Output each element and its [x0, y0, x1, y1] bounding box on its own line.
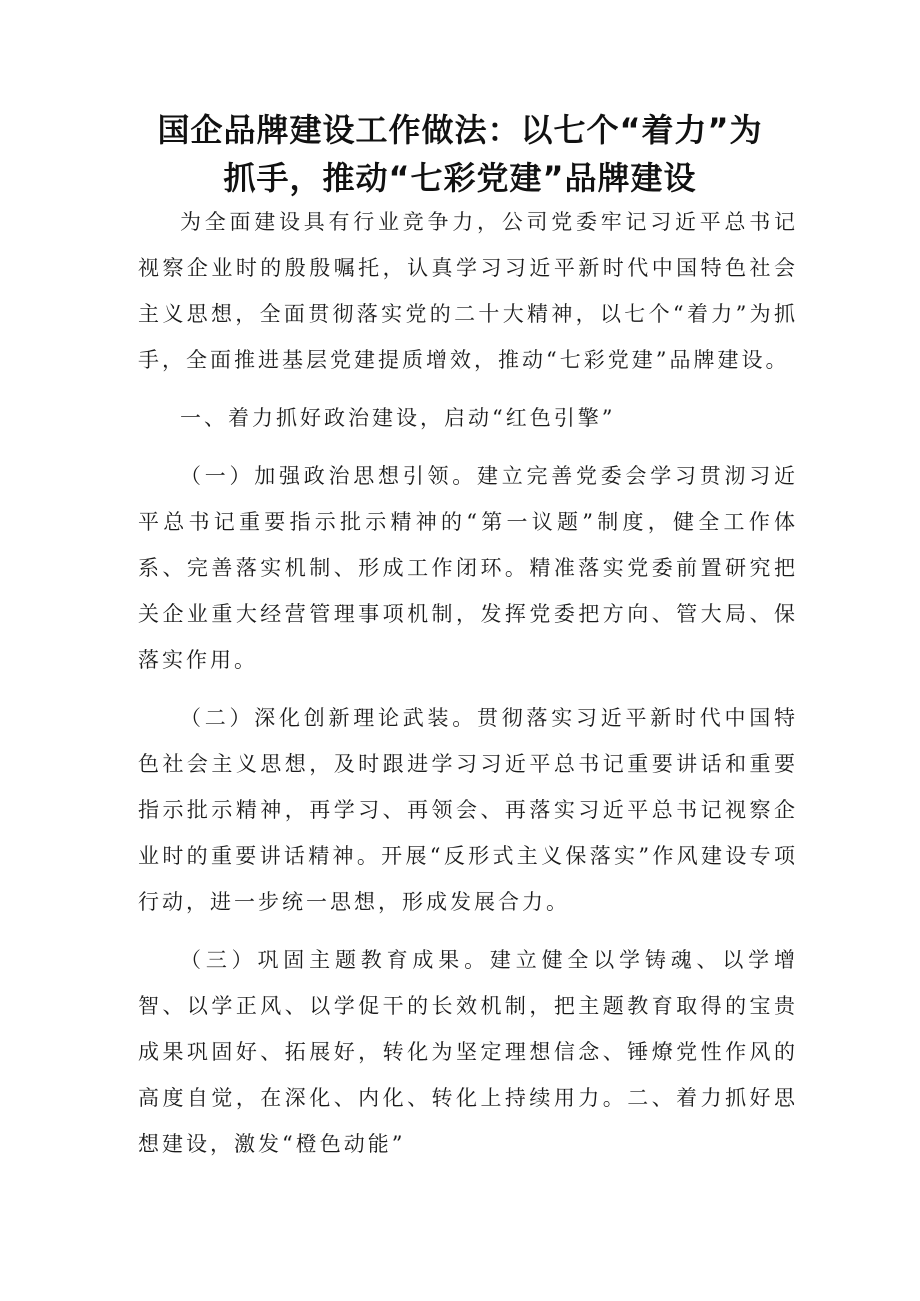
section-1-item-1: （一）加强政治思想引领。建立完善党委会学习贯沏习近平总书记重要指示批示精神的“第一议题”制度，健全工作体系、完善落实机制、形成工作闭环。精准落实党委前置研究把关企业重大经营管理事项机制，发挥党委把方向、管大局、保落实作用。 [138, 464, 798, 672]
section-1-item-3: （三）巩固主题教育成果。建立健全以学铸魂、以学增智、以学正风、以学促干的长效机制，把主题教育取得的宝贵成果巩固好、拓展好，转化为坚定理想信念、锤燎党性作风的高度自觉，在深化、内化、转化上持续用力。二、着力抓好思想建设，激发“橙色动能” [138, 948, 798, 1156]
document-body [138, 199, 798, 1167]
section-1-heading: 一、着力抓好政治建设，启动“红色引擎” [180, 406, 616, 430]
intro-paragraph: 为全面建设具有行业竞争力，公司党委牢记习近平总书记视察企业时的殷殷嘱托，认真学习习近平新时代中国特色社会主义思想，全面贯彻落实党的二十大精神，以七个“着力”为抓手，全面推进基层党建提质增效，推动“七彩党建”品牌建设。 [138, 210, 798, 372]
document-title-line-1: 国企品牌建设工作做法：以七个“着力”为 [157, 111, 763, 149]
document-title-line-2: 抓手，推动“七彩党建”品牌建设 [223, 159, 697, 197]
section-1-item-2: （二）深化创新理论武装。贯彻落实习近平新时代中国特色社会主义思想，及时跟进学习习近平总书记重要讲话和重要指示批示精神，再学习、再领会、再落实习近平总书记视察企业时的重要讲话精神。开展“反形式主义保落实”作风建设专项行动，进一步统一思想，形成发展合力。 [138, 706, 798, 914]
document-title [100, 106, 820, 202]
